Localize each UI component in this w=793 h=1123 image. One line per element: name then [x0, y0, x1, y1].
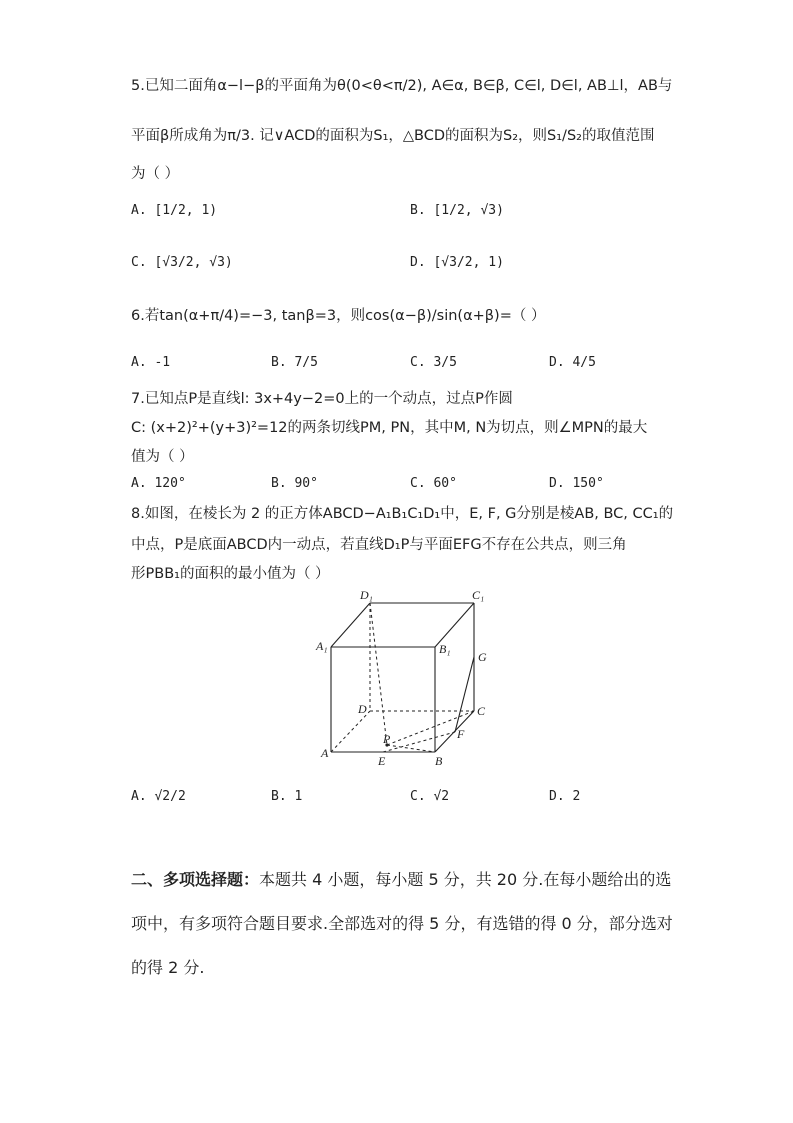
q8-line3 [131, 564, 330, 584]
section2-line2-text: 项中，有多项符合题目要求.全部选对的得 5 分，有选错的得 0 分，部分选对 [131, 914, 673, 933]
q7-option-c: C. 60° [410, 476, 457, 491]
q7-option-b: B. 90° [271, 476, 318, 491]
q7-line1-text: 7.已知点P是直线l: 3x+4y−2=0上的一个动点，过点P作圆 [131, 391, 513, 407]
q7-line1 [131, 389, 513, 409]
q8-option-c: C. √2 [410, 789, 450, 804]
label-a1: A₁ [316, 639, 328, 653]
q5-option-b: B. [1/2, √3) [410, 203, 504, 218]
q5-line1 [131, 76, 672, 96]
edge-a1-d1 [331, 603, 370, 647]
label-p: P [383, 732, 391, 746]
label-f: F [457, 727, 465, 741]
q7-line2-text: C: (x+2)²+(y+3)²=12的两条切线PM, PN，其中M, N为切点，则∠MPN的最大 [131, 420, 648, 436]
section2-title: 二、多项选择题： [131, 870, 260, 889]
q5-option-d: D. [√3/2, 1) [410, 255, 504, 270]
label-g: G [478, 650, 487, 664]
q5-line2-text: 平面β所成角为π/3. 记∨ACD的面积为S₁，△BCD的面积为S₂，则S₁/S₂的取值范围 [131, 128, 655, 144]
edge-b1-c1 [435, 603, 474, 647]
q6-option-c: C. 3/5 [410, 355, 457, 370]
section2-line1-text: 本题共 4 小题，每小题 5 分，共 20 分.在每小题给出的选 [259, 870, 672, 889]
q5-line3-text: 为（ ） [131, 166, 180, 182]
section2-line2 [131, 913, 673, 935]
label-d1: D₁ [360, 588, 373, 602]
q7-option-a: A. 120° [131, 476, 186, 491]
q8-line3-text: 形PBB₁的面积的最小值为（ ） [131, 566, 330, 582]
segment-p-b [387, 745, 435, 752]
section2-line3-text: 的得 2 分. [131, 958, 205, 977]
q8-line2-text: 中点，P是底面ABCD内一动点，若直线D₁P与平面EFG不存在公共点，则三角 [131, 537, 627, 553]
hidden-edge-a-d [331, 711, 370, 752]
q6-option-a: A. -1 [131, 355, 171, 370]
q8-option-b: B. 1 [271, 789, 303, 804]
label-b1: B₁ [439, 642, 451, 656]
q8-option-d: D. 2 [549, 789, 581, 804]
q6-option-b: B. 7/5 [271, 355, 318, 370]
label-c: C [477, 704, 486, 718]
label-b: B [435, 754, 443, 768]
q7-line2 [131, 418, 647, 438]
section2-line1 [131, 869, 671, 891]
section2-line3 [131, 957, 204, 979]
label-a: A [321, 746, 329, 760]
q6-option-d: D. 4/5 [549, 355, 596, 370]
label-d: D [358, 702, 367, 716]
q7-line3 [131, 447, 194, 467]
label-c1: C₁ [472, 588, 485, 602]
segment-d1-p [370, 603, 387, 745]
q5-line1-text: 5.已知二面角α−l−β的平面角为θ(0<θ<π/2), A∈α, B∈β, C∈l, D∈l, AB⊥l，AB与 [131, 78, 673, 94]
q8-line1 [131, 504, 673, 524]
q8-line2 [131, 535, 627, 555]
label-e: E [378, 754, 386, 768]
q5-line3 [131, 164, 179, 184]
q6-line1-text: 6.若tan(α+π/4)=−3, tanβ=3，则cos(α−β)/sin(α+β)=（ ） [131, 308, 546, 324]
q8-line1-text: 8.如图，在棱长为 2 的正方体ABCD−A₁B₁C₁D₁中，E, F, G分别是棱AB, BC, CC₁的 [131, 506, 674, 522]
edge-b-c [435, 711, 474, 752]
q5-line2 [131, 126, 654, 146]
q5-option-a: A. [1/2, 1) [131, 203, 218, 218]
cube-figure [300, 585, 520, 775]
q7-option-d: D. 150° [549, 476, 604, 491]
q7-line3-text: 值为（ ） [131, 449, 194, 465]
q8-option-a: A. √2/2 [131, 789, 186, 804]
q6-line1 [131, 306, 545, 326]
q5-option-c: C. [√3/2, √3) [131, 255, 233, 270]
